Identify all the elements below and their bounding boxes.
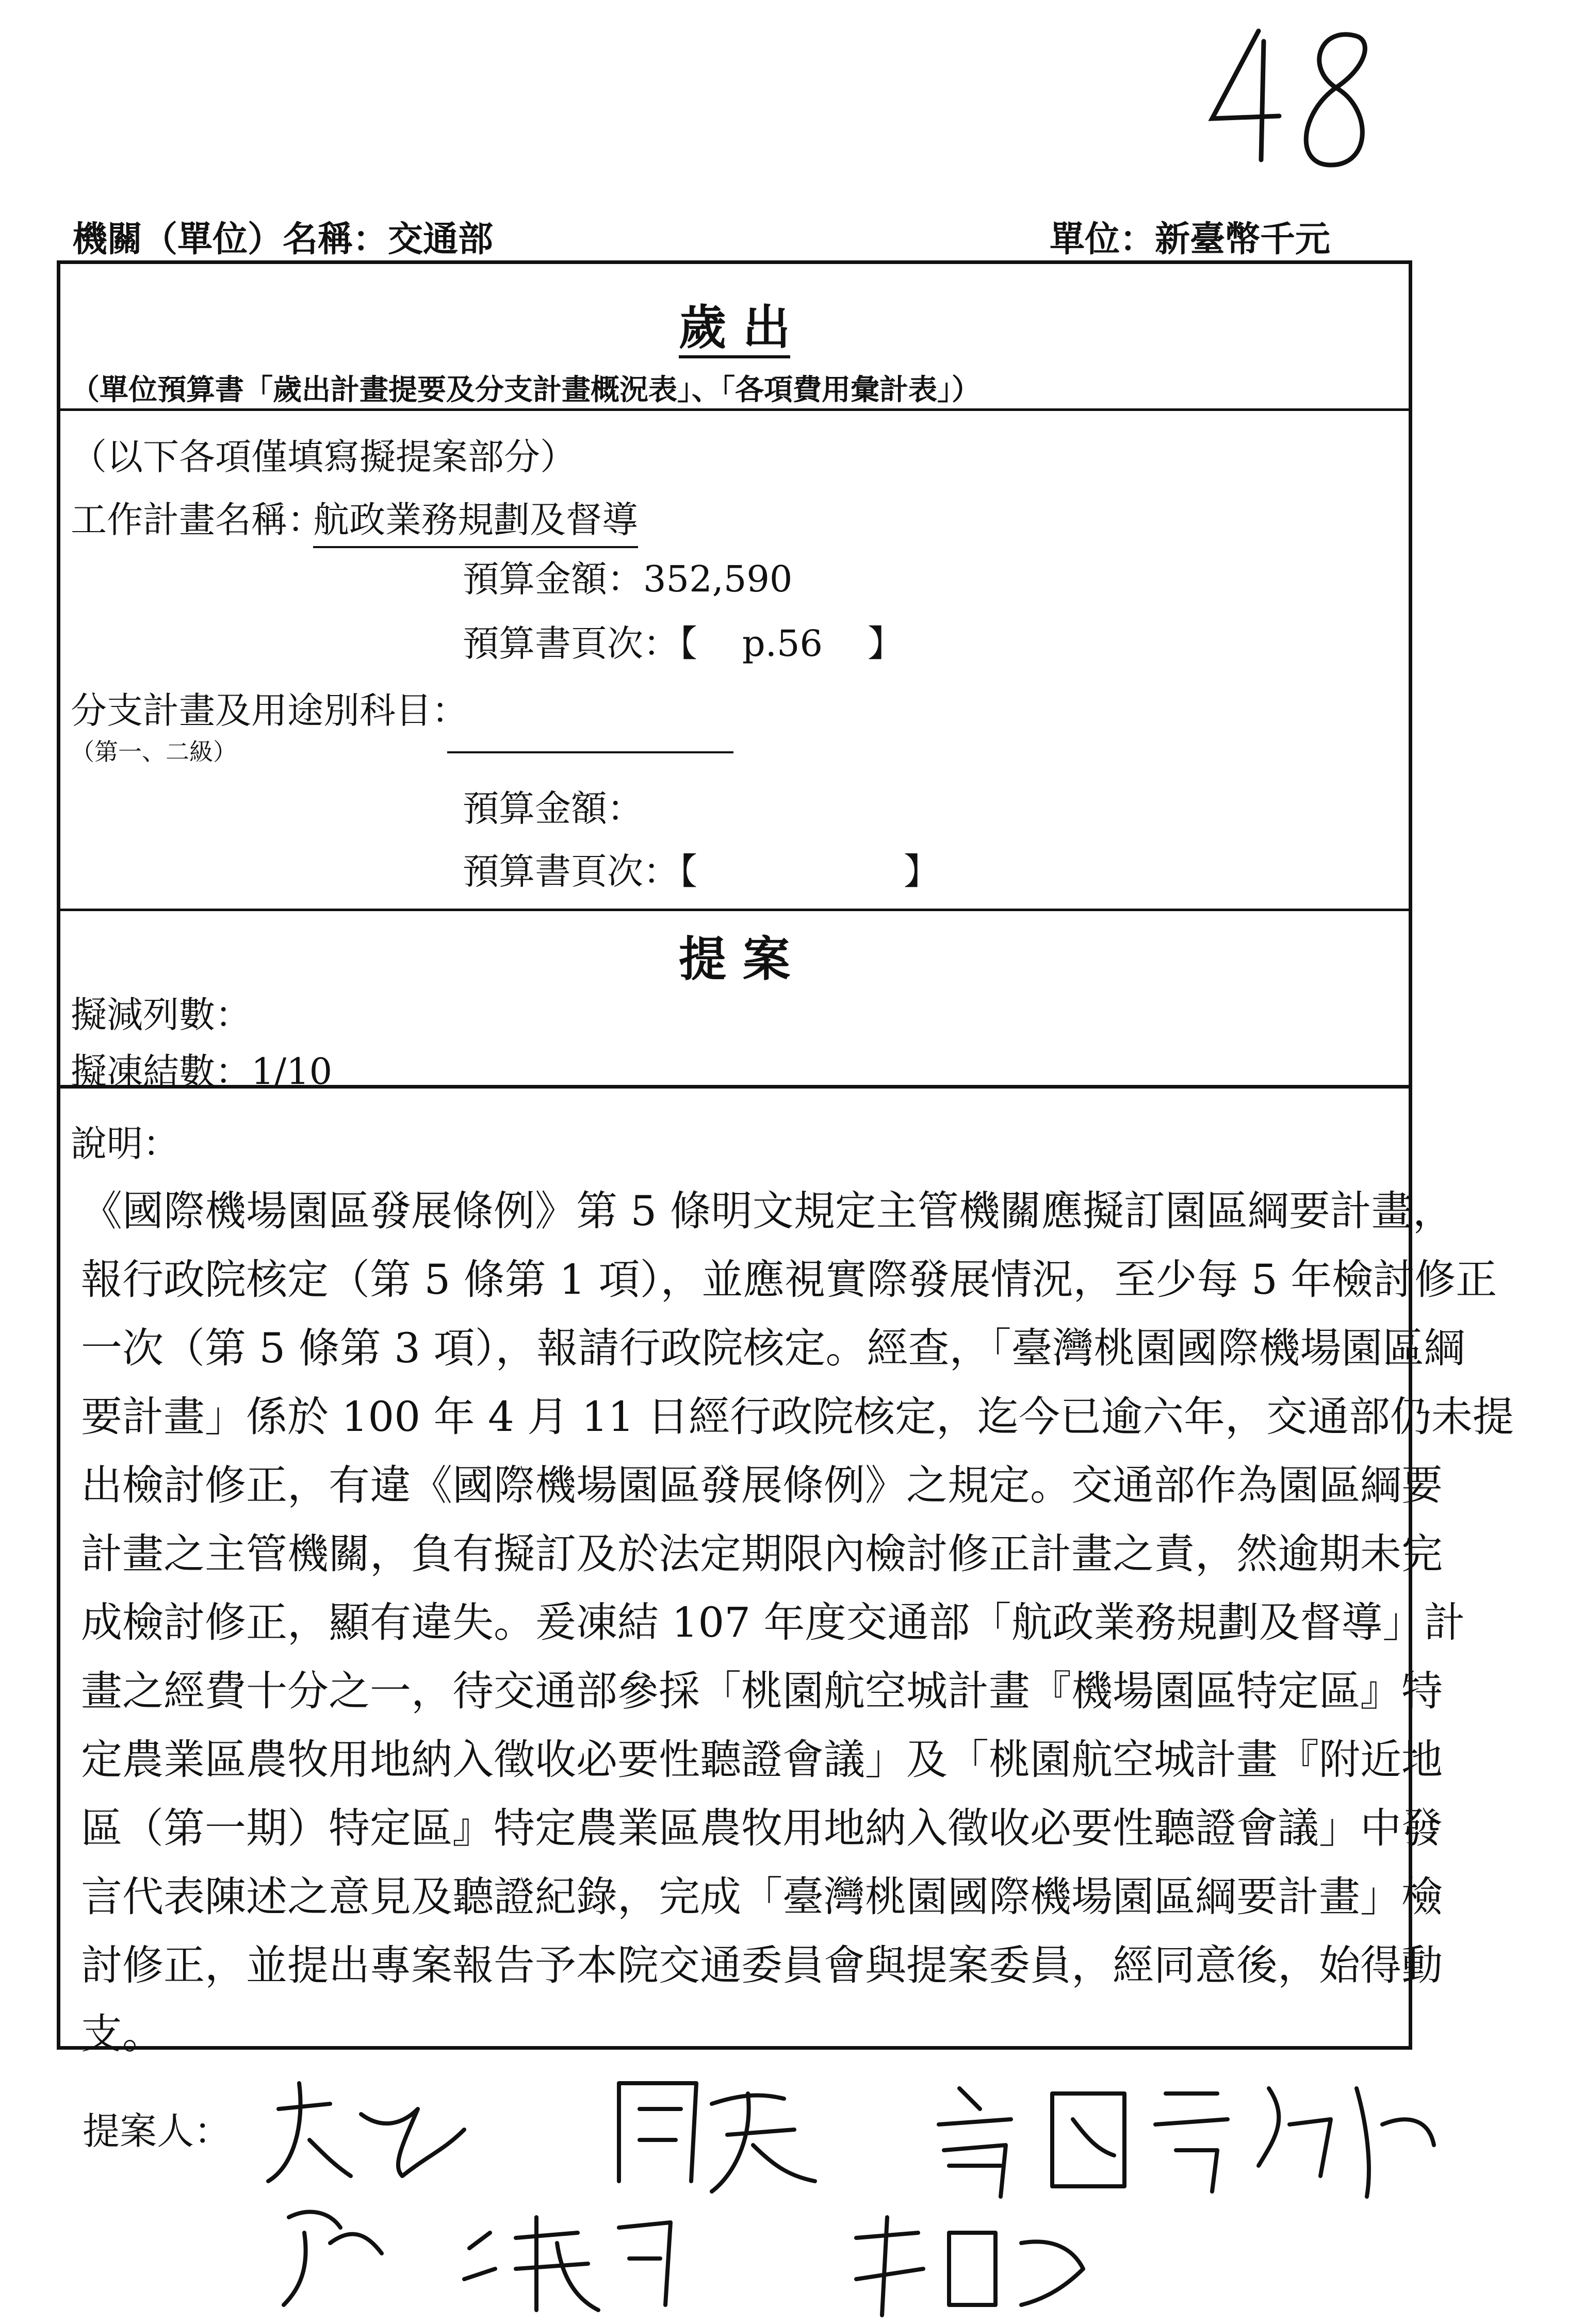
branch-level: （第一、二級）	[71, 738, 237, 766]
budget-page-close: 】	[868, 622, 904, 665]
project-label: 工作計畫名稱：	[71, 499, 323, 541]
budget-page-value: p.56	[742, 622, 823, 665]
expenditure-title-text: 歲 出	[679, 300, 790, 358]
divider	[60, 408, 1409, 411]
budget-amount-value: 352,590	[643, 558, 793, 600]
explanation-line: 討修正，並提出專案報告予本院交通委員會與提案委員，經同意後，始得動	[81, 1941, 1443, 1989]
signature-3	[939, 2088, 1228, 2197]
branch-blank-line	[447, 751, 733, 753]
page-number-drawing	[1202, 21, 1387, 175]
branch-budget-label: 預算金額：	[463, 787, 643, 830]
branch-page-label: 預算書頁次：【	[463, 850, 697, 893]
explanation-line: 言代表陳述之意見及聽證紀錄，完成「臺灣桃園國際機場園區綱要計畫」檢	[81, 1873, 1443, 1921]
reduce-label: 擬減列數：	[71, 994, 251, 1036]
explanation-line: 報行政院核定（第 5 條第 1 項），並應視實際發展情況，至少每 5 年檢討修正	[81, 1256, 1497, 1304]
signature-5	[284, 2212, 382, 2305]
freeze-label: 擬凍結數：	[71, 1050, 251, 1093]
signature-6	[464, 2217, 671, 2310]
proposer-label: 提案人：	[83, 2109, 232, 2153]
agency-name: 機關（單位）名稱：交通部	[72, 219, 494, 260]
explanation-line: 出檢討修正，有違《國際機場園區發展條例》之規定。交通部作為園區綱要	[81, 1461, 1443, 1509]
proposal-form	[57, 260, 1514, 2058]
signature-4	[1259, 2088, 1434, 2197]
explanation-line: 成檢討修正，顯有違失。爰凍結 107 年度交通部「航政業務規劃及督導」計	[81, 1598, 1465, 1646]
explanation-line: 計畫之主管機關，負有擬訂及於法定期限內檢討修正計畫之責，然逾期未完	[81, 1530, 1443, 1578]
signature-7	[856, 2217, 1083, 2315]
expenditure-title	[60, 290, 1409, 358]
expenditure-subtitle: （單位預算書「歲出計畫提要及分支計畫概況表」、「各項費用彙計表」）	[71, 373, 981, 407]
explanation-line: 區（第一期）特定區』特定農業區農牧用地納入徵收必要性聽證會議」中發	[81, 1804, 1443, 1852]
freeze-value: 1/10	[251, 1050, 333, 1093]
branch-page-row	[463, 843, 940, 895]
explanation-line: 定農業區農牧用地納入徵收必要性聽證會議」及「桃園航空城計畫『附近地	[81, 1736, 1443, 1784]
explanation-line: 畫之經費十分之一，待交通部參採「桃園航空城計畫『機場園區特定區』特	[81, 1667, 1443, 1715]
signature-2	[619, 2083, 815, 2191]
explanation-text	[81, 1177, 1514, 2068]
budget-page-label: 預算書頁次：【	[463, 622, 697, 665]
budget-amount-label: 預算金額：	[463, 558, 643, 600]
explanation-line: 《國際機場園區發展條例》第 5 條明文規定主管機關應擬訂園區綱要計畫，	[81, 1187, 1454, 1235]
project-name: 航政業務規劃及督導	[313, 491, 638, 548]
proposer-signatures	[248, 2063, 1537, 2320]
signature-1	[268, 2083, 464, 2181]
divider	[60, 909, 1409, 911]
explanation-line: 一次（第 5 條第 3 項），報請行政院核定。經查，「臺灣桃園國際機場園區綱	[81, 1324, 1465, 1372]
handwritten-page-number	[1202, 21, 1387, 177]
proposal-title: 提 案	[678, 931, 791, 987]
budget-page-row	[463, 615, 904, 667]
explanation-line: 要計畫」係於 100 年 4 月 11 日經行政院核定，迄今已逾六年，交通部仍未提	[81, 1393, 1514, 1441]
explanation-line: 支。	[81, 2010, 164, 2058]
budget-amount-row	[463, 550, 792, 602]
currency-unit: 單位：新臺幣千元	[1050, 219, 1331, 260]
fill-note: （以下各項僅填寫擬提案部分）	[71, 436, 576, 478]
divider	[60, 1085, 1409, 1089]
explanation-label: 說明：	[71, 1123, 179, 1165]
branch-page-close: 】	[904, 850, 940, 893]
branch-label: 分支計畫及用途別科目：	[71, 689, 468, 732]
